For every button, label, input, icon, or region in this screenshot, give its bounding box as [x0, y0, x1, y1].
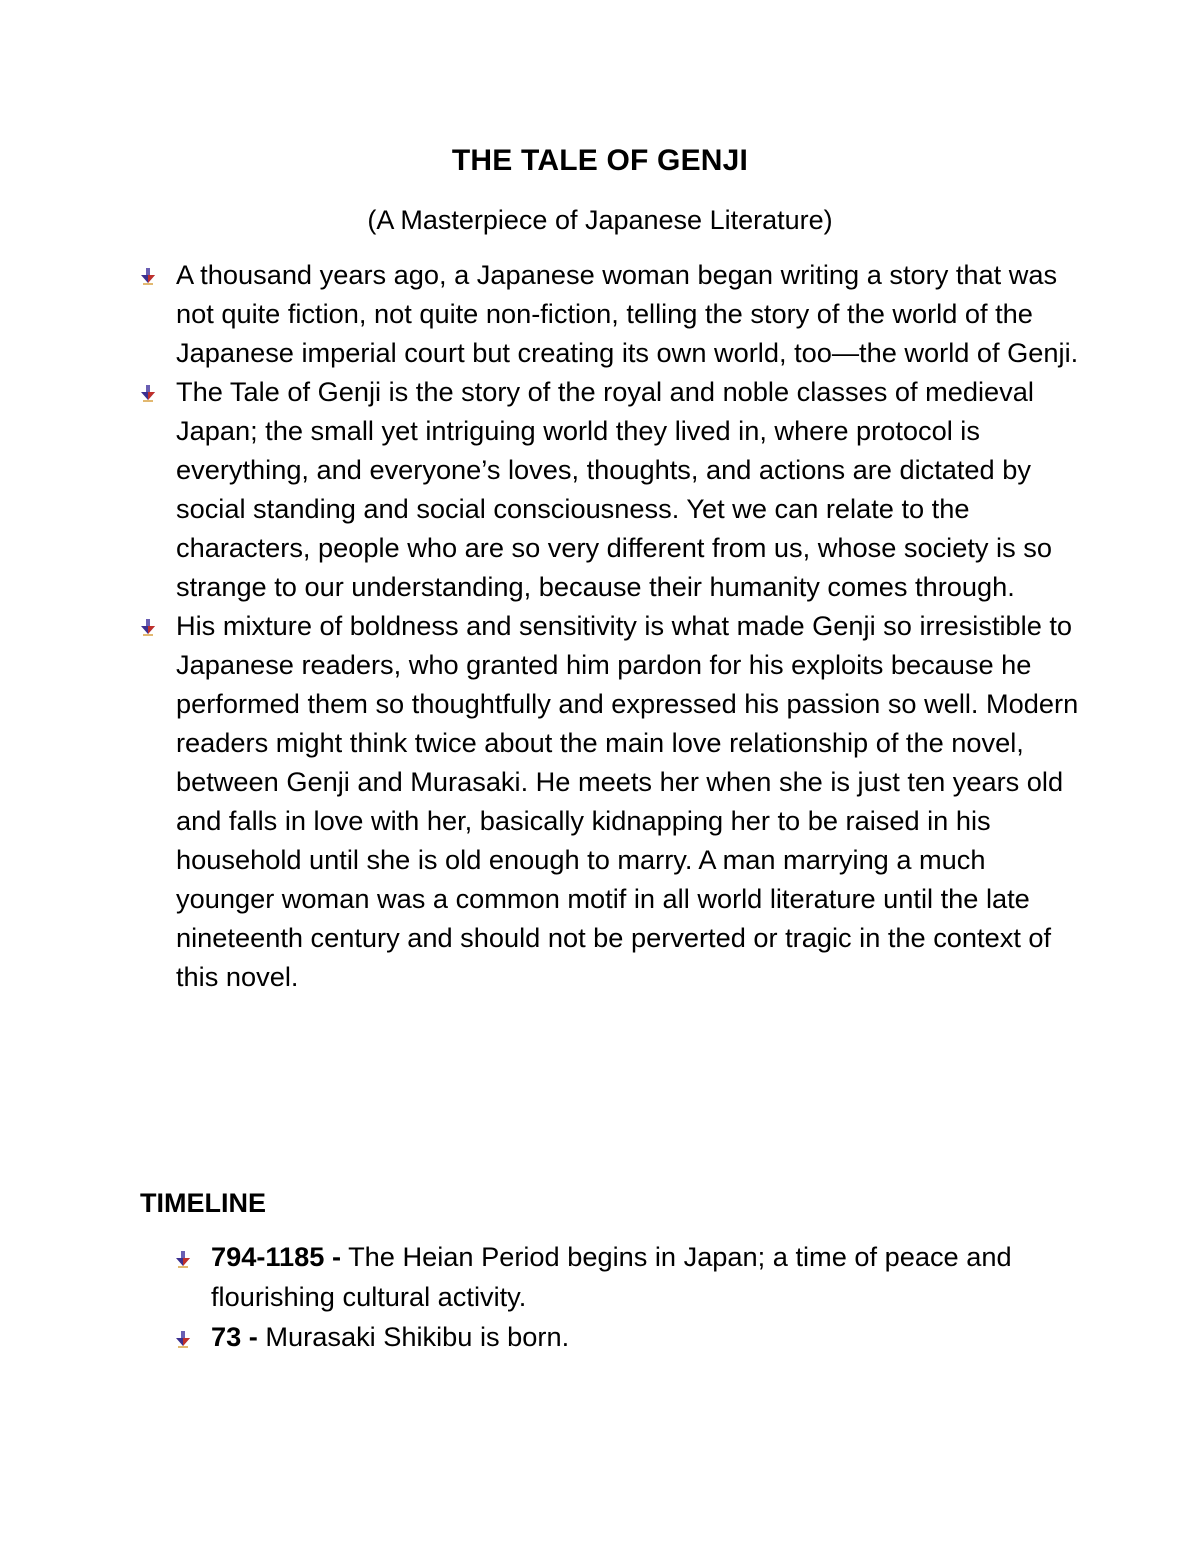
bullet-text: The Tale of Genji is the story of the royal and noble classes of medieval Japan; the small yet intriguing world they lived in, where protocol is everything, and everyone’s loves, thoughts, and actions are dictated by social standing and social consciousness. Yet we can relate to the characters, people who are so very different from us, whose society is so strange to our understanding, because their humanity comes through. [176, 376, 1052, 602]
arrow-down-bullet-icon [140, 267, 156, 285]
arrow-down-bullet-icon [175, 1250, 191, 1268]
list-item [140, 372, 1080, 606]
list-item [140, 606, 1080, 996]
bullet-text: His mixture of boldness and sensitivity is what made Genji so irresistible to Japanese readers, who granted him pardon for his exploits because he performed them so thoughtfully and expressed his passion so well. Modern readers might think twice about the main love relationship of the novel, between Genji and Murasaki. He meets her when she is just ten years old and falls in love with her, basically kidnapping her to be raised in his household until she is old enough to marry. A man marrying a much younger woman was a common motif in all world literature until the late nineteenth century and should not be perverted or tragic in the context of this novel. [176, 610, 1079, 992]
intro-bullet-list [140, 255, 1080, 996]
timeline-item [175, 1317, 1075, 1357]
document-subtitle: (A Masterpiece of Japanese Literature) [367, 205, 833, 235]
arrow-down-bullet-icon [175, 1330, 191, 1348]
arrow-down-bullet-icon [140, 384, 156, 402]
timeline-item [175, 1237, 1075, 1317]
list-item [140, 255, 1080, 372]
arrow-down-bullet-icon [140, 618, 156, 636]
timeline-date: 794-1185 - [211, 1241, 342, 1272]
timeline-date: 73 - [211, 1321, 258, 1352]
document-title: THE TALE OF GENJI [451, 144, 749, 177]
timeline-text: The Heian Period begins in Japan; a time of peace and flourishing cultural activity. [211, 1241, 1012, 1312]
timeline-heading: TIMELINE [140, 1188, 266, 1218]
timeline-text: Murasaki Shikibu is born. [257, 1321, 570, 1352]
bullet-text: A thousand years ago, a Japanese woman began writing a story that was not quite fiction, not quite non-fiction, telling the story of the world of the Japanese imperial court but creating its own world, too—the world of Genji. [176, 259, 1079, 368]
timeline-list [175, 1237, 1075, 1357]
